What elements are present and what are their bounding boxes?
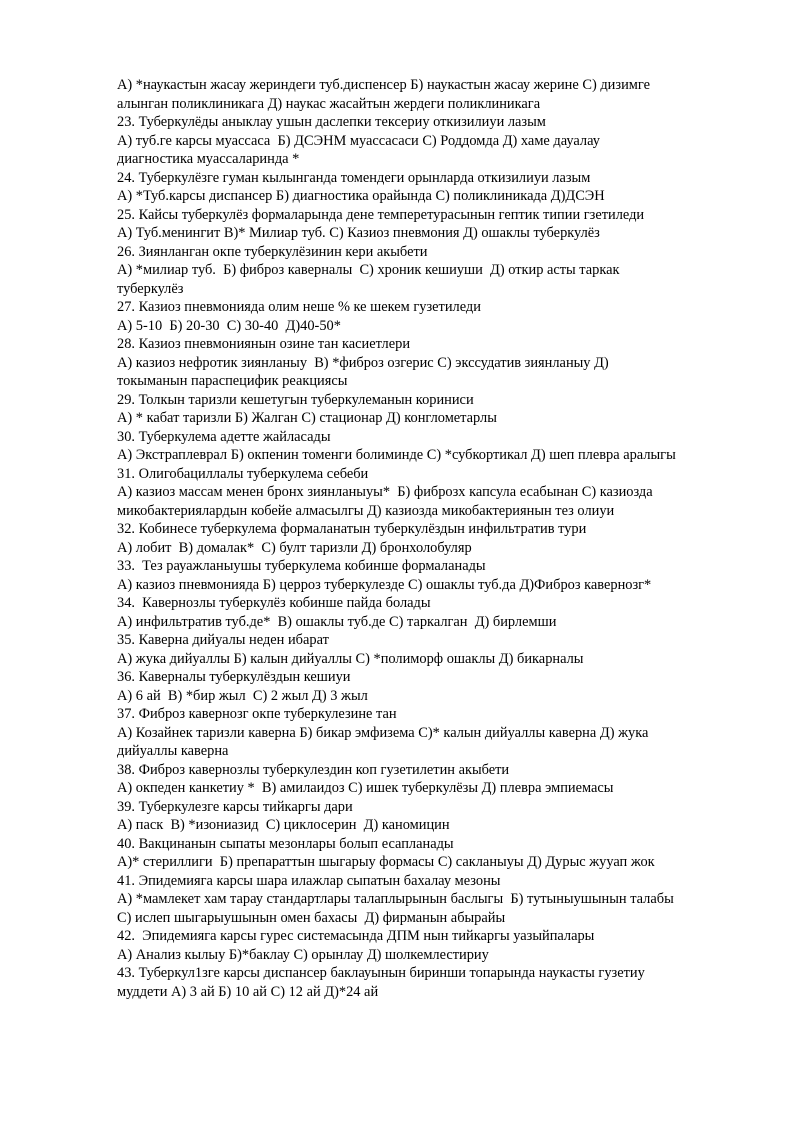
question-line: 29. Толкын таризли кешетугын туберкулеманын кориниси [117, 391, 474, 408]
answer-line: А) Экстраплеврал Б) окпенин томенги болиминде С) *субкортикал Д) шеп плевра аралыгы [117, 447, 676, 463]
answer-line: А) 5-10 Б) 20-30 С) 30-40 Д)40-50* [117, 317, 341, 334]
text-line: алынган поликлиникага Д) наукас жасайтын жердеги поликлиникага [117, 95, 541, 112]
question-line: 26. Зиянланган окпе туберкулёзинин кери акыбети [117, 243, 428, 260]
question-line: 38. Фиброз кавернозлы туберкулездин коп гузетилетин акыбети [117, 761, 510, 778]
answer-line: А) туб.ге карсы муассаса Б) ДСЭНМ муассасаси С) Роддомда Д) хаме дауалау [117, 132, 600, 149]
answer-line: А) *Туб.карсы диспансер Б) диагностика орайында С) поликлиникада Д)ДСЭН [117, 188, 605, 204]
question-line: 34. Кавернозлы туберкулёз кобинше пайда болады [117, 595, 431, 611]
question-line: 32. Кобинесе туберкулема формаланатын туберкулёздын инфильтратив тури [117, 521, 587, 537]
document-page [117, 76, 747, 1001]
question-line: 36. Каверналы туберкулёздын кешиуи [117, 669, 351, 685]
question-line: 23. Туберкулёды аныклау ушын даслепки тексериу откизилиуи лазым [117, 114, 546, 130]
question-line: 33. Тез рауажланыушы туберкулема кобинше формаланады [117, 558, 486, 574]
question-line: 43. Туберкул1зге карсы диспансер баклауынын биринши топарында наукасты гузетиу [117, 965, 645, 981]
text-line: дийуаллы каверна [117, 743, 229, 759]
question-line: 25. Кайсы туберкулёз формаларында дене темперетурасынын гептик типии гзетиледи [117, 206, 645, 223]
question-line: 37. Фиброз кавернозг окпе туберкулезине тан [117, 706, 397, 722]
answer-line: А) 6 ай В) *бир жыл С) 2 жыл Д) 3 жыл [117, 687, 368, 704]
answer-line: А)* стериллиги Б) препараттын шыгарыу формасы С) сакланыуы Д) Дурыс жууап жок [117, 854, 655, 870]
text-line: туберкулёз [117, 280, 184, 297]
answer-line: А) *милиар туб. Б) фиброз каверналы С) хроник кешиуши Д) откир асты таркак [117, 262, 620, 278]
question-line: 40. Вакцинанын сыпаты мезонлары болып есапланады [117, 835, 454, 852]
answer-line: А) Козайнек таризли каверна Б) бикар эмфизема С)* калын дийуаллы каверна Д) жука [117, 724, 649, 741]
answer-line: А) казиоз нефротик зиянланыу В) *фиброз озгерис С) экссудатив зиянланыу Д) [117, 354, 609, 371]
text-line: микобактериялардын кобейе алмасылгы Д) казиозда микобактериянын тез олиуи [117, 502, 615, 519]
answer-line: А) паск В) *изониазид С) циклосерин Д) каномицин [117, 817, 450, 833]
question-line: 35. Каверна дийуалы неден ибарат [117, 632, 329, 648]
answer-line: А) Анализ кылыу Б)*баклау С) орынлау Д) шолкемлестириу [117, 946, 489, 963]
answer-line: А) *мамлекет хам тарау стандартлары талаплырынын баслыгы Б) тутыныушынын талабы [117, 891, 674, 907]
question-line: 31. Олигобациллалы туберкулема себеби [117, 465, 369, 482]
answer-line: А) * кабат таризли Б) Жалган С) стационар Д) конглометарлы [117, 410, 497, 426]
answer-line: А) Туб.менингит В)* Милиар туб. С) Казиоз пневмония Д) ошаклы туберкулёз [117, 225, 600, 241]
answer-line: А) казиоз массам менен бронх зиянланыуы* Б) фиброзх капсула есабынан С) казиозда [117, 484, 653, 500]
text-line: диагностика муассаларинда * [117, 151, 300, 167]
answer-line: А) лобит В) домалак* С) булт таризли Д) бронхолобуляр [117, 539, 472, 556]
answer-line: А) жука дийуаллы Б) калын дийуаллы С) *полиморф ошаклы Д) бикарналы [117, 650, 584, 667]
answer-line: А) окпеден канкетиу * В) амилаидоз С) ишек туберкулёзы Д) плевра эмпиемасы [117, 780, 614, 796]
text-line: токыманын параспецифик реакциясы [117, 373, 348, 389]
question-line: 41. Эпидемияга карсы шара илажлар сыпатын бахалау мезоны [117, 872, 501, 889]
question-line: 42. Эпидемияга карсы гурес системасында ДПМ нын тийкаргы уазыйпалары [117, 928, 595, 944]
answer-line: А) инфильтратив туб.де* В) ошаклы туб.де С) таркалган Д) бирлемши [117, 613, 557, 630]
question-line: 28. Казиоз пневмониянын озине тан касиетлери [117, 336, 411, 352]
text-line: С) ислеп шыгарыушынын омен бахасы Д) фирманын абырайы [117, 909, 506, 926]
question-line: 27. Казиоз пневмонияда олим неше % ке шекем гузетиледи [117, 299, 481, 315]
answer-line: муддети А) 3 ай Б) 10 ай С) 12 ай Д)*24 ай [117, 983, 379, 1000]
answer-line: А) казиоз пневмонияда Б) церроз туберкулезде С) ошаклы туб.да Д)Фиброз кавернозг* [117, 576, 652, 593]
text-line: А) *наукастын жасау жериндеги туб.диспенсер Б) наукастын жасау жерине С) дизимге [117, 77, 650, 93]
question-line: 30. Туберкулема адетте жайласады [117, 428, 331, 445]
question-line: 39. Туберкулезге карсы тийкаргы дари [117, 798, 353, 815]
question-line: 24. Туберкулёзге гуман кылынганда томендеги орынларда откизилиуи лазым [117, 169, 591, 186]
